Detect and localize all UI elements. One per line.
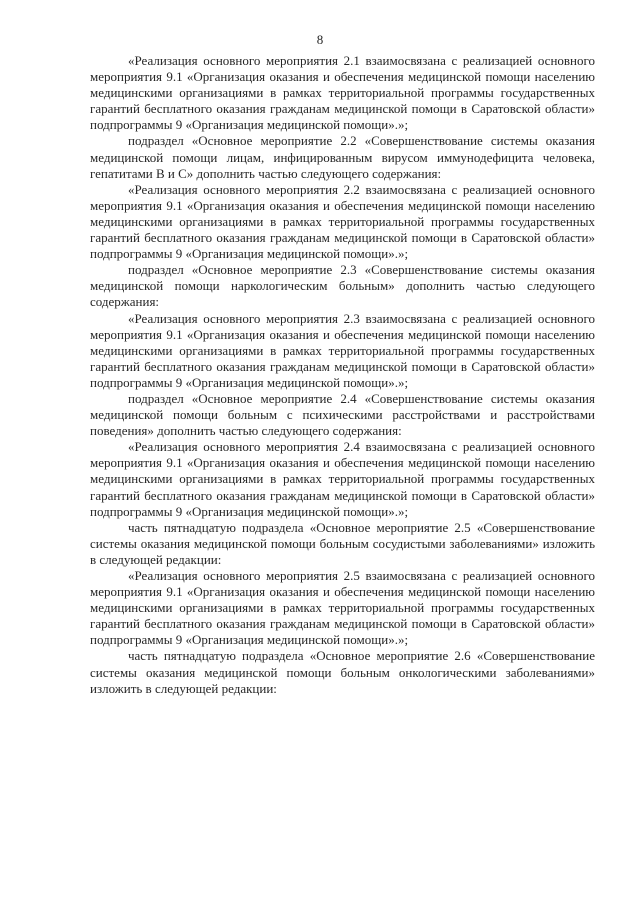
page-number: 8 [316, 32, 324, 47]
paragraph-7: «Реализация основного мероприятия 2.4 взаимосвязана с реализацией основного мероприятия 9.1 «Организация оказания и обеспечения медицинской помощи населению медицинскими организациями в рамках территориальной программы государственных гарантий бесплатного оказания гражданам медицинской помощи в Саратовской области» подпрограммы 9 «Организация медицинской помощи».»; [90, 439, 595, 519]
paragraph-2: подраздел «Основное мероприятие 2.2 «Совершенствование системы оказания медицинской помощи лицам, инфицированным вирусом иммунодефицита человека, гепатитами В и С» дополнить частью следующего содержания: [90, 133, 595, 181]
paragraph-3: «Реализация основного мероприятия 2.2 взаимосвязана с реализацией основного мероприятия 9.1 «Организация оказания и обеспечения медицинской помощи населению медицинскими организациями в рамках территориальной программы государственных гарантий бесплатного оказания гражданам медицинской помощи в Саратовской области» подпрограммы 9 «Организация медицинской помощи».»; [90, 181, 595, 262]
paragraph-5: «Реализация основного мероприятия 2.3 взаимосвязана с реализацией основного мероприятия 9.1 «Организация оказания и обеспечения медицинской помощи населению медицинскими организациями в рамках территориальной программы государственных гарантий бесплатного оказания гражданам медицинской помощи в Саратовской области» подпрограммы 9 «Организация медицинской помощи».»; [90, 310, 595, 390]
paragraph-1: «Реализация основного мероприятия 2.1 взаимосвязана с реализацией основного мероприятия 9.1 «Организация оказания и обеспечения медицинской помощи населению медицинскими организациями в рамках территориальной программы государственных гарантий бесплатного оказания гражданам медицинской помощи в Саратовской области» подпрограммы 9 «Организация медицинской помощи».»; [90, 53, 595, 133]
paragraph-8: часть пятнадцатую подраздела «Основное мероприятие 2.5 «Совершенствование системы оказания медицинской помощи больным сосудистыми заболеваниями» изложить в следующей редакции: [90, 519, 595, 567]
paragraph-6: подраздел «Основное мероприятие 2.4 «Совершенствование системы оказания медицинской помощи больным с психическими расстройствами и расстройствами поведения» дополнить частью следующего содержания: [90, 390, 595, 439]
document-body [90, 53, 595, 697]
paragraph-10: часть пятнадцатую подраздела «Основное мероприятие 2.6 «Совершенствование системы оказания медицинской помощи больным онкологическими заболеваниями» изложить в следующей редакции: [90, 648, 595, 696]
paragraph-9: «Реализация основного мероприятия 2.5 взаимосвязана с реализацией основного мероприятия 9.1 «Организация оказания и обеспечения медицинской помощи населению медицинскими организациями в рамках территориальной программы государственных гарантий бесплатного оказания гражданам медицинской помощи в Саратовской области» подпрограммы 9 «Организация медицинской помощи».»; [90, 568, 595, 648]
paragraph-4: подраздел «Основное мероприятие 2.3 «Совершенствование системы оказания медицинской помощи наркологическим больным» дополнить частью следующего содержания: [90, 262, 595, 310]
